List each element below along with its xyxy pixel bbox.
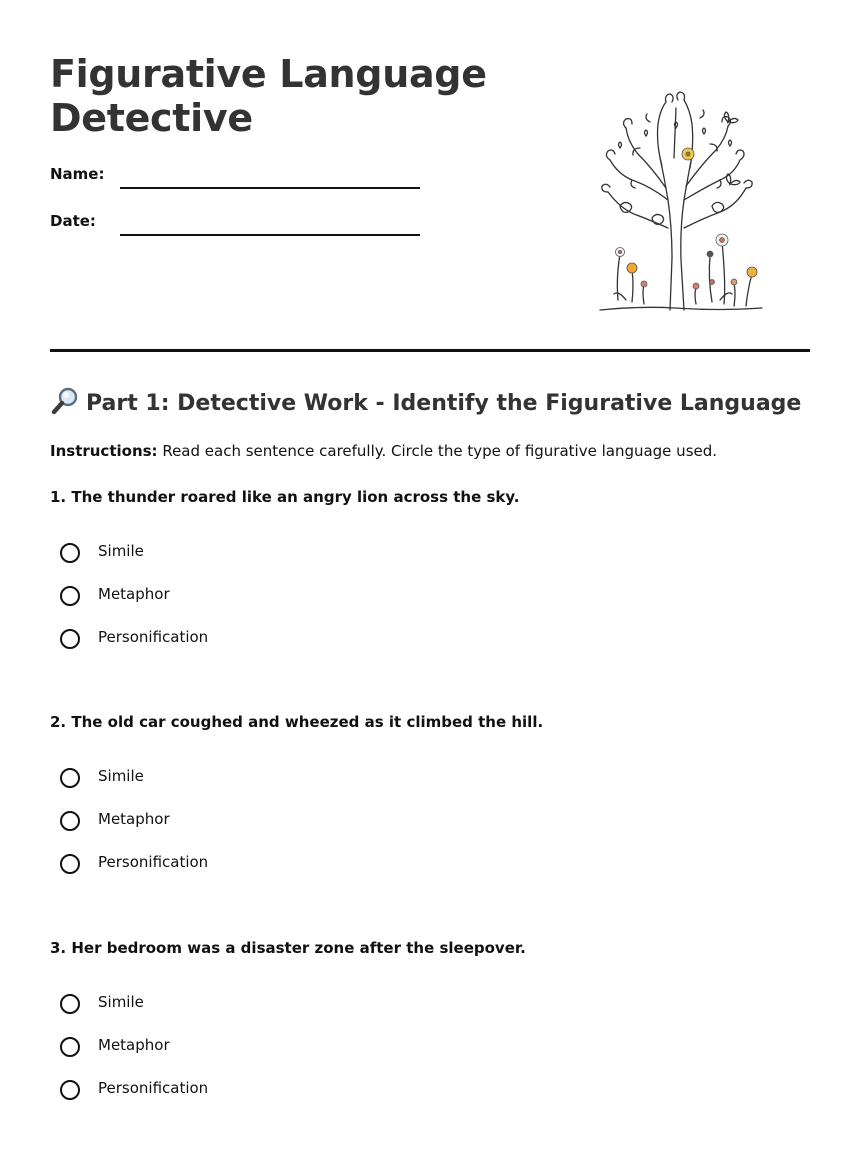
option-label: Personification	[98, 853, 209, 871]
option-simile[interactable]	[60, 994, 360, 1037]
option-metaphor[interactable]	[60, 1037, 360, 1080]
option-label: Metaphor	[98, 1036, 170, 1054]
tree-illustration-icon	[580, 88, 770, 316]
option-personification[interactable]	[60, 1080, 360, 1123]
answer-options	[60, 543, 360, 672]
question-1	[50, 486, 810, 646]
worksheet-title	[50, 52, 510, 140]
part1-title: Part 1: Detective Work - Identify the Figurative Language	[86, 391, 802, 416]
radio-circle[interactable]	[60, 1080, 80, 1100]
radio-circle[interactable]	[60, 994, 80, 1014]
name-label: Name:	[50, 165, 105, 183]
option-label: Simile	[98, 993, 144, 1011]
radio-circle[interactable]	[60, 1037, 80, 1057]
answer-options	[60, 994, 360, 1123]
part1-heading	[50, 386, 801, 421]
header-divider	[50, 349, 810, 352]
radio-circle[interactable]	[60, 811, 80, 831]
question-text: 2. The old car coughed and wheezed as it climbed the hill.	[50, 713, 544, 731]
option-label: Metaphor	[98, 585, 170, 603]
instructions-text: Read each sentence carefully. Circle the type of figurative language used.	[157, 442, 718, 460]
instructions-label: Instructions:	[50, 442, 158, 460]
radio-circle[interactable]	[60, 768, 80, 788]
answer-options	[60, 768, 360, 897]
radio-circle[interactable]	[60, 586, 80, 606]
name-line[interactable]	[120, 187, 420, 189]
option-label: Simile	[98, 767, 144, 785]
option-metaphor[interactable]	[60, 811, 360, 854]
question-3	[50, 937, 810, 1097]
magnifying-glass-icon	[50, 386, 80, 416]
worksheet-header	[50, 0, 810, 352]
option-personification[interactable]	[60, 629, 360, 672]
option-label: Personification	[98, 628, 209, 646]
option-label: Metaphor	[98, 810, 170, 828]
question-2	[50, 711, 810, 871]
title-line-1: Figurative Language	[50, 52, 487, 96]
date-label: Date:	[50, 212, 96, 230]
name-field[interactable]	[50, 164, 430, 188]
option-label: Simile	[98, 542, 144, 560]
title-line-2: Detective	[50, 96, 253, 140]
option-metaphor[interactable]	[60, 586, 360, 629]
question-text: 1. The thunder roared like an angry lion across the sky.	[50, 488, 520, 506]
worksheet-page	[50, 0, 810, 1097]
instructions	[50, 440, 717, 462]
option-label: Personification	[98, 1079, 209, 1097]
option-simile[interactable]	[60, 543, 360, 586]
option-personification[interactable]	[60, 854, 360, 897]
question-text: 3. Her bedroom was a disaster zone after the sleepover.	[50, 939, 526, 957]
radio-circle[interactable]	[60, 854, 80, 874]
option-simile[interactable]	[60, 768, 360, 811]
date-field[interactable]	[50, 211, 430, 235]
radio-circle[interactable]	[60, 629, 80, 649]
radio-circle[interactable]	[60, 543, 80, 563]
date-line[interactable]	[120, 234, 420, 236]
